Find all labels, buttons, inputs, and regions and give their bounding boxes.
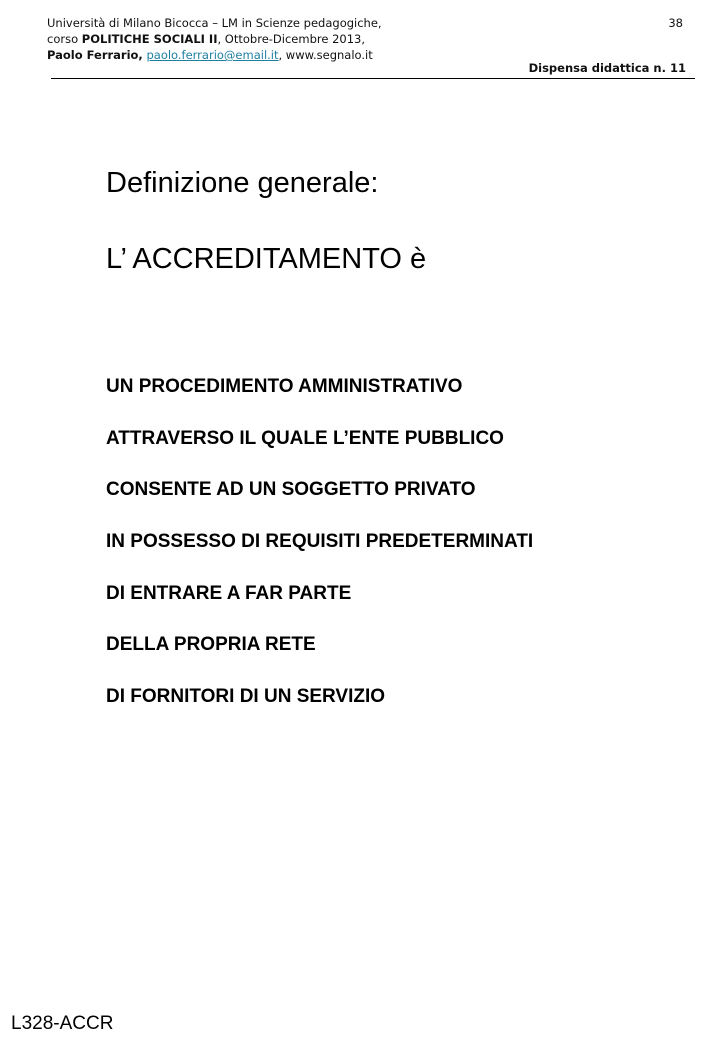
author-email-link[interactable]: paolo.ferrario@email.it xyxy=(146,48,279,62)
definition-line: IN POSSESSO DI REQUISITI PREDETERMINATI xyxy=(106,531,534,553)
page-subtitle: L’ ACCREDITAMENTO è xyxy=(106,243,427,275)
course-period: , Ottobre-Dicembre 2013, xyxy=(217,32,365,46)
header-line-course xyxy=(47,31,695,47)
header-divider xyxy=(51,78,695,79)
author-website: , www.segnalo.it xyxy=(278,48,373,62)
definition-line: DI ENTRARE A FAR PARTE xyxy=(106,582,352,604)
definition-line: UN PROCEDIMENTO AMMINISTRATIVO xyxy=(106,376,463,397)
course-name: POLITICHE SOCIALI II xyxy=(81,32,218,46)
dispensa-label: Dispensa didattica n. 11 xyxy=(528,61,686,75)
header-line-university: Università di Milano Bicocca – LM in Scienze pedagogiche, xyxy=(47,16,382,30)
document-header xyxy=(47,15,695,63)
definition-line: DI FORNITORI DI UN SERVIZIO xyxy=(106,686,386,708)
course-prefix: corso xyxy=(47,32,82,46)
author-name: Paolo Ferrario, xyxy=(47,48,143,62)
definition-list xyxy=(106,375,533,737)
definition-line: ATTRAVERSO IL QUALE L’ENTE PUBBLICO xyxy=(106,427,504,449)
definition-line: DELLA PROPRIA RETE xyxy=(106,634,316,656)
page-title: Definizione generale: xyxy=(106,167,379,199)
page-number: 38 xyxy=(668,16,683,30)
definition-line: CONSENTE AD UN SOGGETTO PRIVATO xyxy=(106,479,476,501)
footer-code: L328-ACCR xyxy=(11,1013,114,1034)
